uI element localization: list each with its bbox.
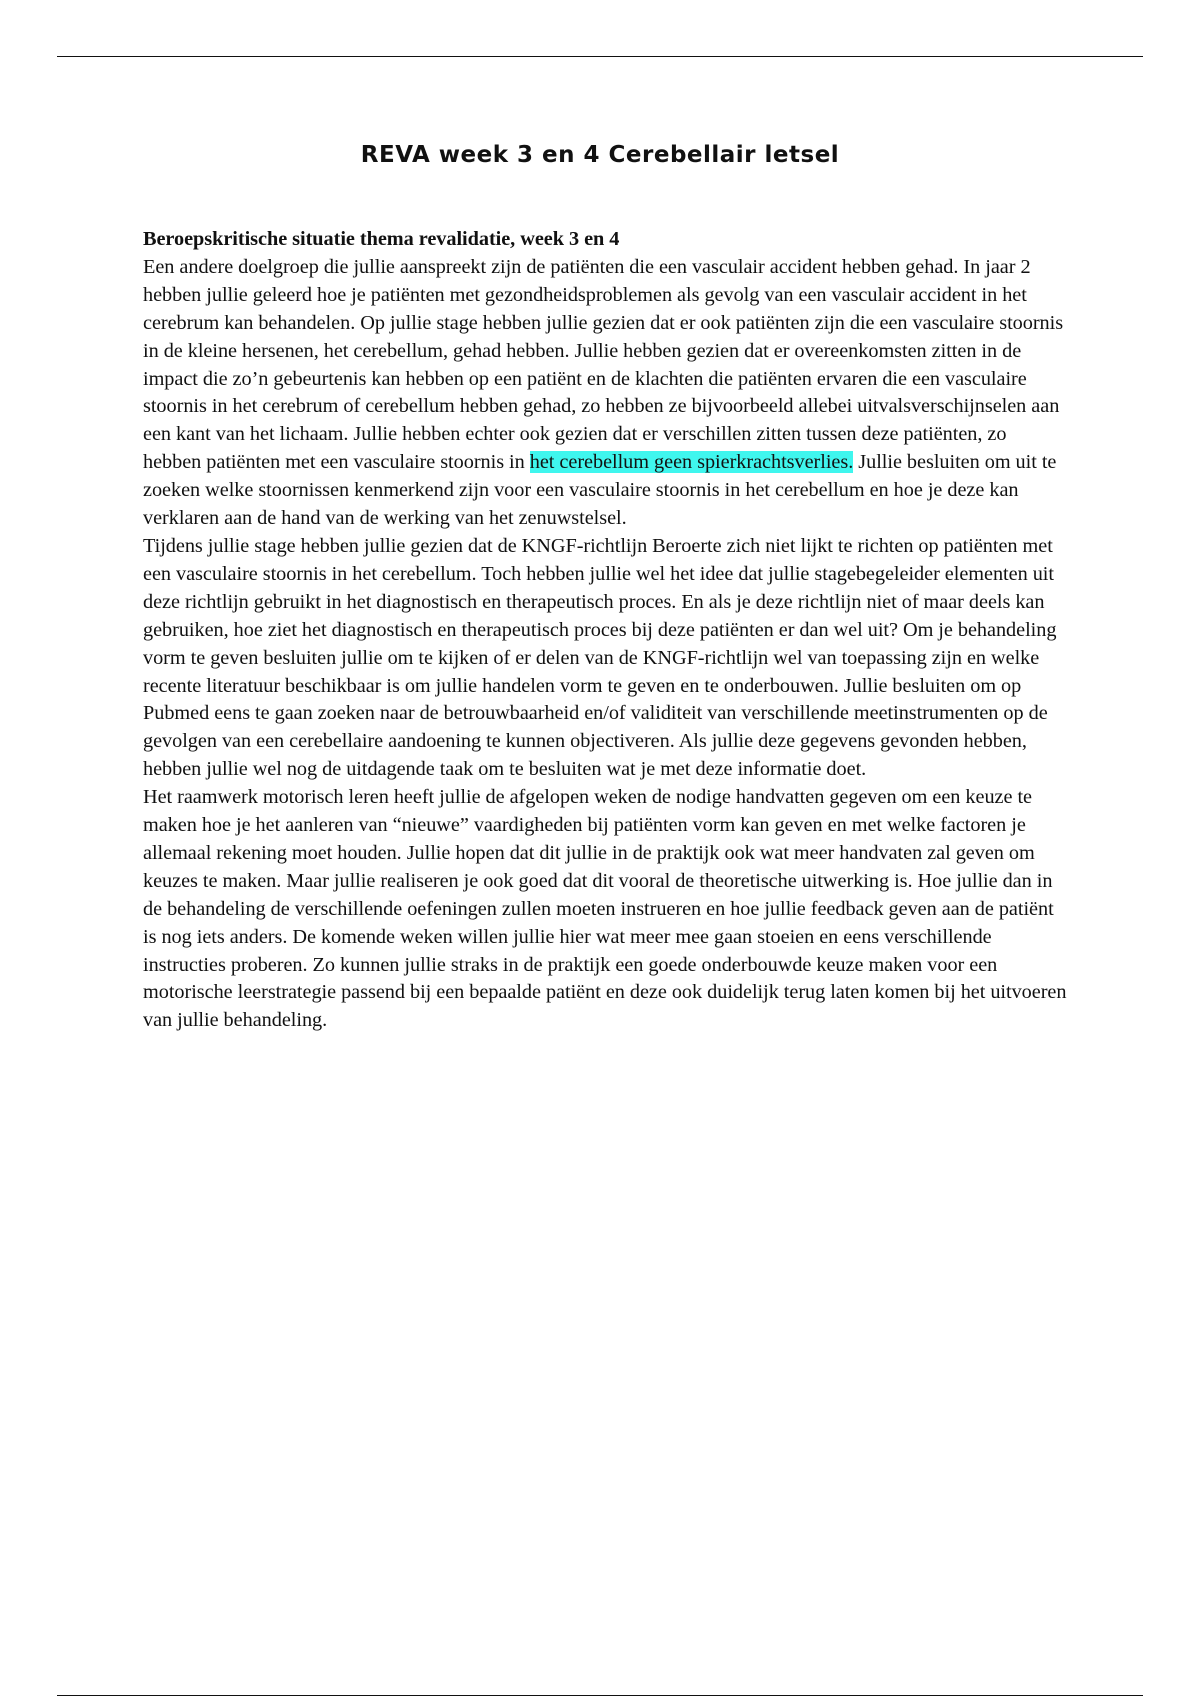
bottom-rule — [57, 1695, 1143, 1696]
document-body — [143, 226, 1068, 1035]
paragraph-3: Het raamwerk motorisch leren heeft jullie de afgelopen weken de nodige handvatten gegeven om een keuze te maken hoe je het aanleren van “nieuwe” vaardigheden bij patiënten vorm kan geven en met welke factoren je allemaal rekening moet houden. Jullie hopen dat dit jullie in de praktijk ook wat meer handvaten zal geven om keuzes te maken. Maar jullie realiseren je ook goed dat dit vooral de theoretische uitwerking is. Hoe jullie dan in de behandeling de verschillende oefeningen zullen moeten instrueren en hoe jullie feedback geven aan de patiënt is nog iets anders. De komende weken willen jullie hier wat meer mee gaan stoeien en eens verschillende instructies proberen. Zo kunnen jullie straks in de praktijk een goede onderbouwde keuze maken voor een motorische leerstrategie passend bij een bepaalde patiënt en deze ook duidelijk terug laten komen bij het uitvoeren van jullie behandeling. — [143, 786, 1067, 1032]
highlighted-text: het cerebellum geen spierkrachtsverlies. — [529, 451, 854, 474]
paragraph-2: Tijdens jullie stage hebben jullie gezien dat de KNGF-richtlijn Beroerte zich niet lijkt te richten op patiënten met een vasculaire stoornis in het cerebellum. Toch hebben jullie wel het idee dat jullie stagebegeleider elementen uit deze richtlijn gebruikt in het diagnostisch en therapeutisch proces. En als je deze richtlijn niet of maar deels kan gebruiken, hoe ziet het diagnostisch en therapeutisch proces bij deze patiënten er dan wel uit? Om je behandeling vorm te geven besluiten jullie om te kijken of er delen van de KNGF-richtlijn wel van toepassing zijn en welke recente literatuur beschikbaar is om jullie handelen vorm te geven en te onderbouwen. Jullie besluiten om op Pubmed eens te gaan zoeken naar de betrouwbaarheid en/of validiteit van verschillende meetinstrumenten op de gevolgen van een cerebellaire aandoening te kunnen objectiveren. Als jullie deze gegevens gevonden hebben, hebben jullie wel nog de uitdagende taak om te besluiten wat je met deze informatie doet. — [143, 534, 1057, 781]
document-title: REVA week 3 en 4 Cerebellair letsel — [360, 142, 840, 168]
paragraph-1-text-after: Jullie besluiten om uit te zoeken welke stoornissen kenmerkend zijn voor een vasculaire stoornis in het cerebellum en hoe je deze kan verklaren aan de hand van de werking van het zenuwstelsel. — [143, 451, 1057, 530]
paragraph-1 — [143, 254, 1068, 533]
top-rule — [57, 56, 1143, 57]
section-heading: Beroepskritische situatie thema revalidatie, week 3 en 4 — [143, 228, 620, 250]
paragraph-1-text-before: Een andere doelgroep die jullie aanspreekt zijn de patiënten die een vasculair accident hebben gehad. In jaar 2 hebben jullie geleerd hoe je patiënten met gezondheidsproblemen als gevolg van een vasculair accident in het cerebrum kan behandelen. Op jullie stage hebben jullie gezien dat er ook patiënten zijn die een vasculaire stoornis in de kleine hersenen, het cerebellum, gehad hebben. Jullie hebben gezien dat er overeenkomsten zitten in de impact die zo’n gebeurtenis kan hebben op een patiënt en de klachten die patiënten ervaren die een vasculaire stoornis in het cerebrum of cerebellum hebben gehad, zo hebben ze bijvoorbeeld allebei uitvalsverschijnselen aan een kant van het lichaam. Jullie hebben echter ook gezien dat er verschillen zitten tussen deze patiënten, zo hebben patiënten met een vasculaire stoornis in — [143, 255, 1064, 474]
